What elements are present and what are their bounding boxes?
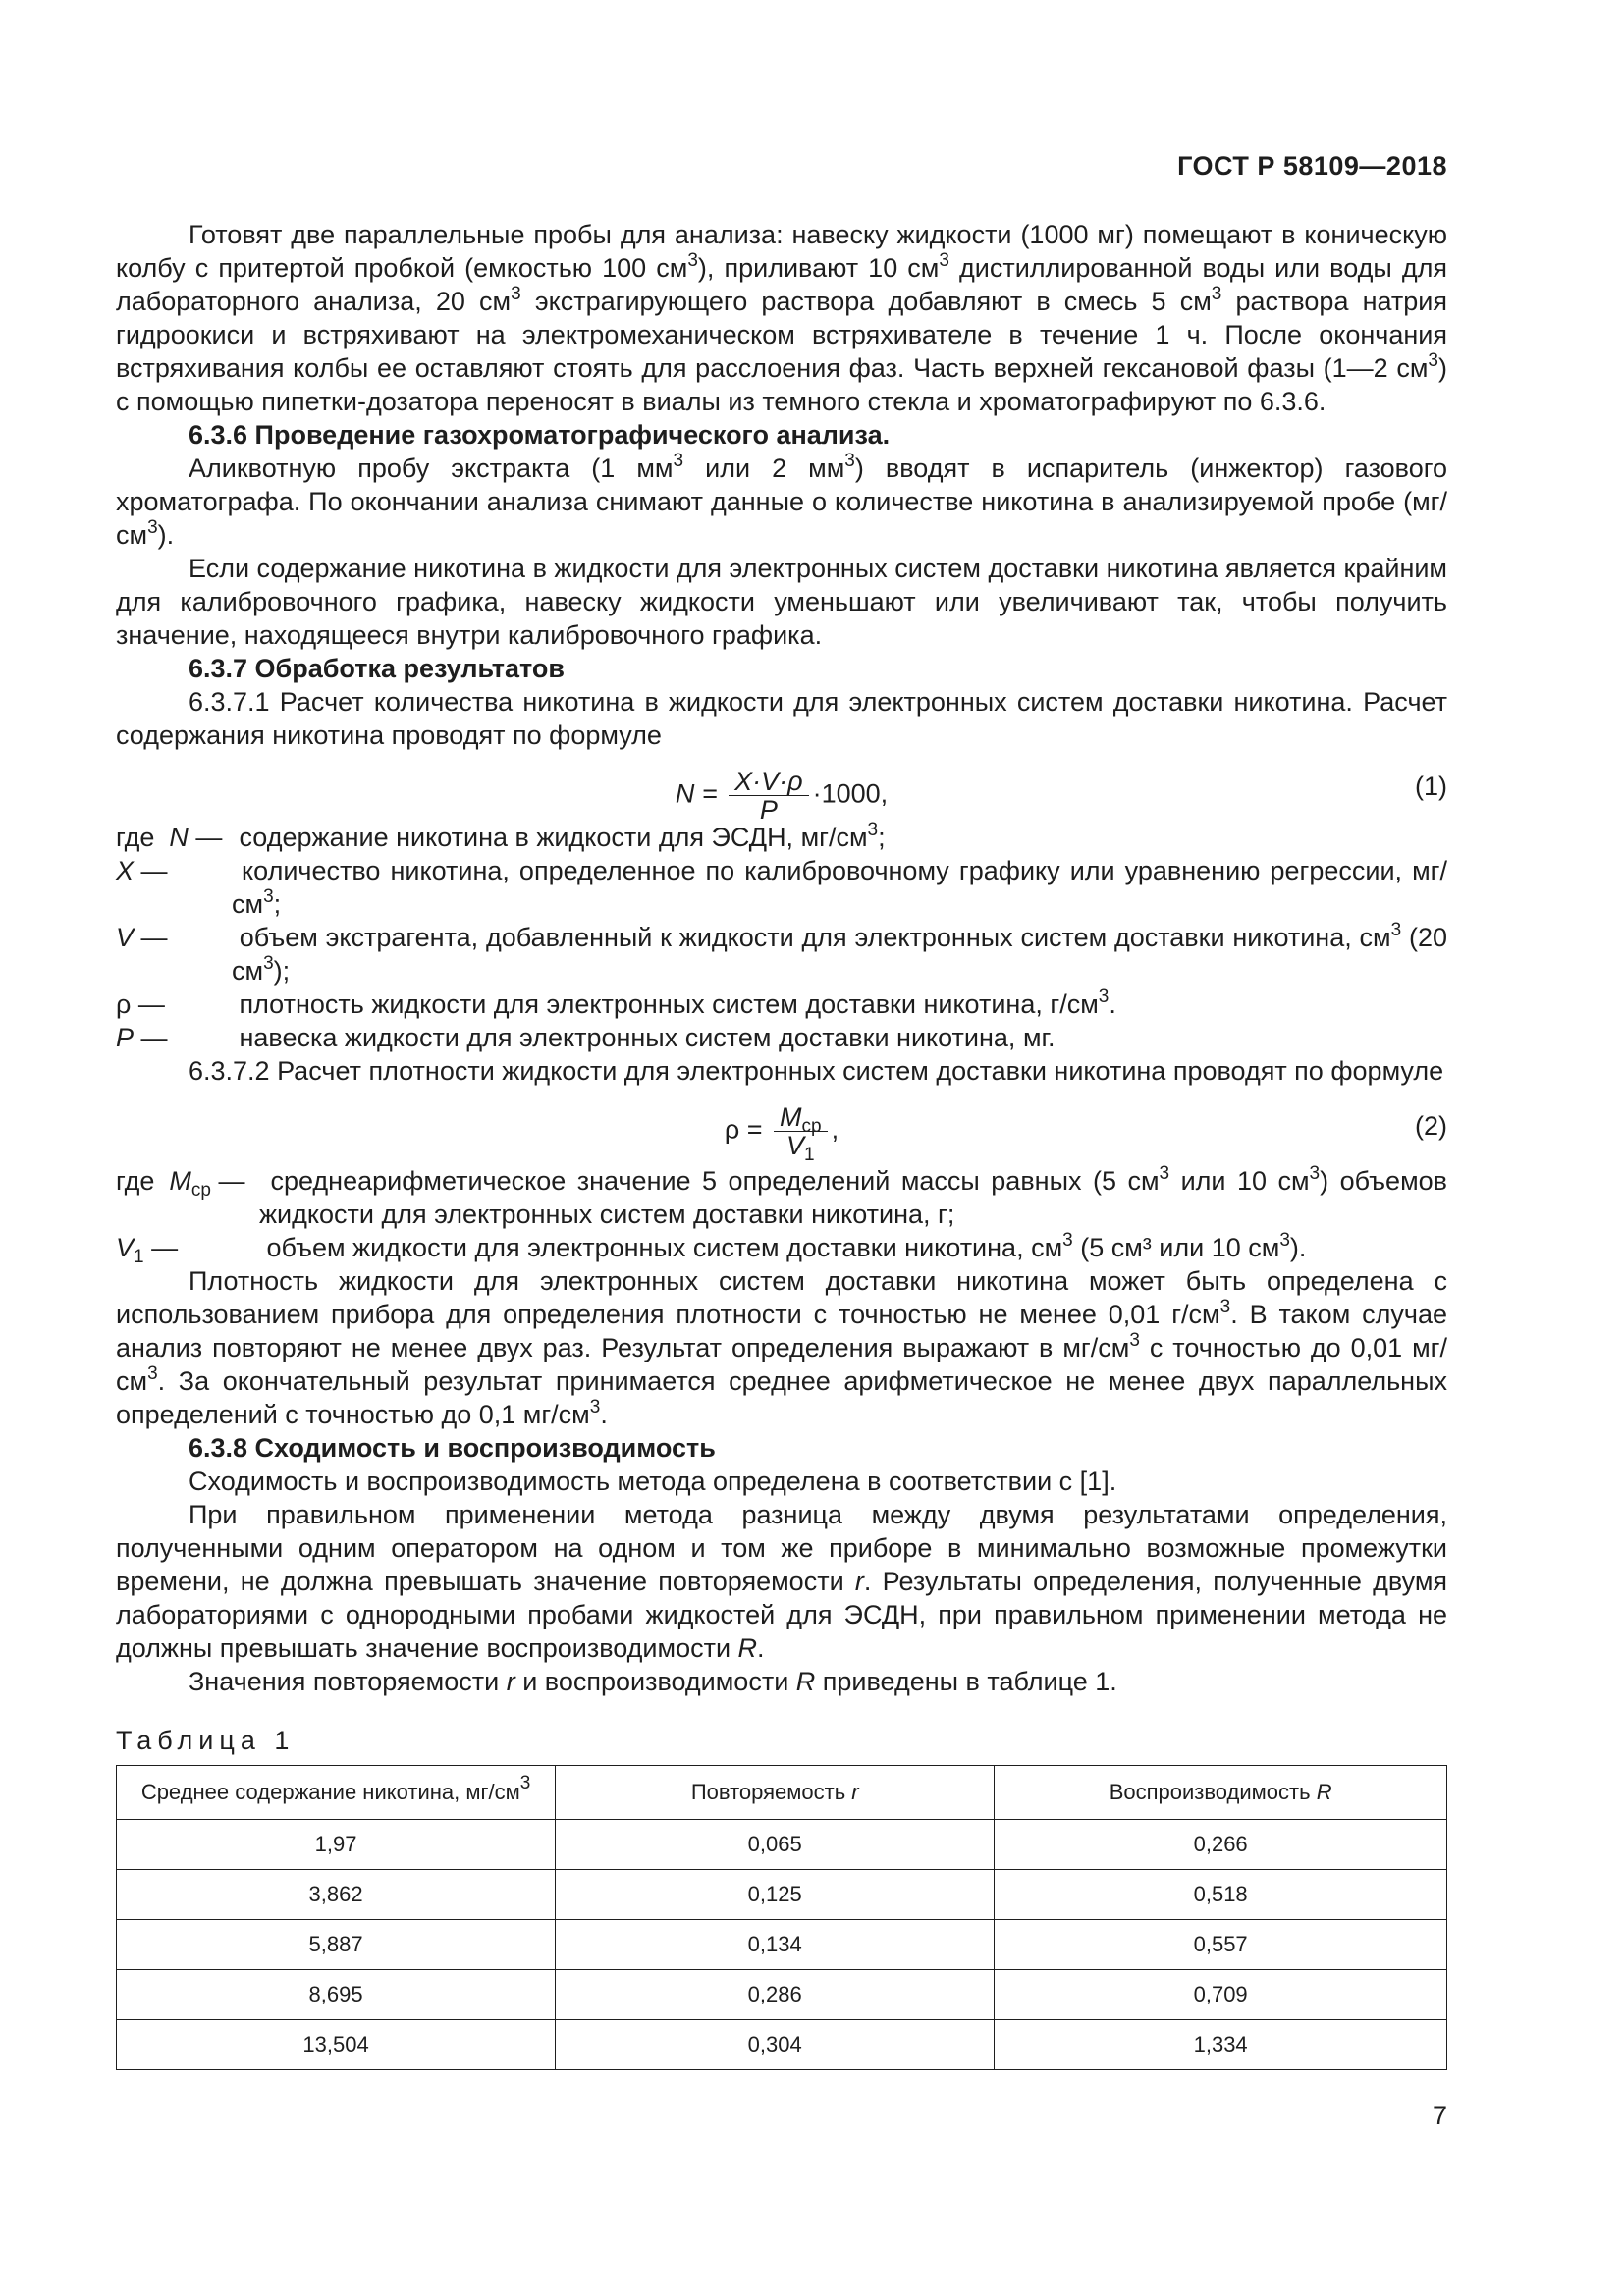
heading-6-3-8: 6.3.8 Сходимость и воспроизводимость [189, 1433, 716, 1463]
paragraph-convergence: Сходимость и воспроизводимость метода определена в соответствии с [1]. [189, 1467, 1117, 1496]
definition-P: P — навеска жидкости для электронных систем доставки никотина, мг. [116, 1023, 1056, 1052]
table-cell: 0,266 [995, 1820, 1447, 1870]
table-cell: 0,125 [556, 1870, 995, 1920]
table-cell: 0,709 [995, 1970, 1447, 2020]
paragraph-calibration: Если содержание никотина в жидкости для электронных систем доставки никотина является крайним для калибровочного графика, навеску жидкости уменьшают или увеличивают так, чтобы получить значение, находящееся внутри калибровочного графика. [116, 554, 1447, 650]
table-cell: 0,286 [556, 1970, 995, 2020]
definition-rho: ρ — плотность жидкости для электронных систем доставки никотина, $г/см^3$. [116, 987, 1116, 1019]
page-number: 7 [1432, 2101, 1447, 2130]
formula-2-number: (2) [1415, 1111, 1447, 1141]
formula-2-fraction [774, 1102, 828, 1165]
table-cell: 13,504 [117, 2020, 556, 2070]
heading-6-3-7: 6.3.7 Обработка результатов [189, 654, 565, 683]
paragraph-table-ref: Значения повторяемости r и воспроизводимости R приведены в таблице 1. [189, 1667, 1117, 1696]
formula-1-number: (1) [1415, 772, 1447, 801]
definition-N: где N — содержание никотина в жидкости для ЭСДН, $мг/см^3$; [116, 820, 886, 852]
paragraph-density: Плотность жидкости для электронных систем доставки никотина может быть определена с использованием прибора для определения плотности с точностью не менее 0,01 $г/см^3$. В таком случае анализ повторяют не менее двух раз. Результат определения выражают в $мг/см^3$ с точностью до 0,01 $мг/см^3$. За окончательный результат принимается среднее арифметическое не менее двух параллельных определений с точностью до 0,1 $мг/см^3$. [116, 1266, 1448, 1429]
formula-2 [116, 1088, 1447, 1164]
formula-2-numerator: $M_{ср}$ [774, 1103, 828, 1132]
column-header-reproducibility: Воспроизводимость R [995, 1766, 1447, 1820]
definition-V: V — объем экстрагента, добавленный к жидкости для электронных систем доставки никотина, $см^3$ (20 $см^3$); [116, 920, 1447, 986]
formula-2-denominator: $V_1$ [786, 1131, 815, 1165]
formula-2-lhs: ρ = [724, 1114, 763, 1145]
formula-1-fraction [729, 768, 808, 824]
table-cell: 0,134 [556, 1920, 995, 1970]
table-row [117, 1870, 1447, 1920]
heading-6-3-6: 6.3.6 Проведение газохроматографического анализа. [189, 420, 891, 450]
formula-2-tail: , [831, 1114, 839, 1145]
definition-V1: $V_1$ — объем жидкости для электронных систем доставки никотина, $см^3$ (5 см³ или 10 $см^3$). [116, 1230, 1307, 1267]
table-cell: 8,695 [117, 1970, 556, 2020]
table-row [117, 1820, 1447, 1870]
document-body [116, 218, 1447, 2070]
results-table [116, 1765, 1447, 2070]
paragraph-aliquot: Аликвотную пробу экстракта (1 $мм^3$ или 2 $мм^3$) вводят в испаритель (инжектор) газового хроматографа. По окончании анализа снимают данные о количестве никотина в анализируемой пробе $(мг/см^3)$. [116, 451, 1447, 550]
table-cell: 1,334 [995, 2020, 1447, 2070]
definition-Mcp: где $M_{ср}$ — среднеарифметическое значение 5 определений массы равных (5 $см^3$ или 10 $см^3$) объемов жидкости для электронных систем доставки никотина, г; [116, 1163, 1447, 1229]
paragraph-6-3-7-2: 6.3.7.2 Расчет плотности жидкости для электронных систем доставки никотина проводят по формуле [189, 1056, 1444, 1086]
table-cell: 1,97 [117, 1820, 556, 1870]
formula-1-lhs: N = [675, 778, 718, 809]
column-header-repeatability: Повторяемость r [556, 1766, 995, 1820]
table-header-row [117, 1766, 1447, 1820]
table-cell: 3,862 [117, 1870, 556, 1920]
definition-X: X — количество никотина, определенное по калибровочному графику или уравнению регрессии, $мг/см^3$; [116, 856, 1447, 919]
table-cell: 0,518 [995, 1870, 1447, 1920]
table-row [117, 2020, 1447, 2070]
table-cell: 5,887 [117, 1920, 556, 1970]
document-header: ГОСТ Р 58109—2018 [1177, 151, 1447, 181]
column-header-content: Среднее содержание никотина, $мг/см^3$ [117, 1766, 556, 1820]
paragraph-repeatability: При правильном применении метода разница между двумя результатами определения, полученными одним оператором на одном и том же приборе в минимально возможные промежутки времени, не должна превышать значение повторяемости r. Результаты определения, полученные двумя лабораториями с однородными пробами жидкостей для ЭСДН, при правильном применении метода не должны превышать значение воспроизводимости R. [116, 1500, 1447, 1663]
formula-1-denominator: P [759, 795, 778, 825]
table-cell: 0,304 [556, 2020, 995, 2070]
table-caption: Таблица 1 [116, 1726, 296, 1755]
paragraph-sample-prep: Готовят две параллельные пробы для анализа: навеску жидкости (1000 мг) помещают в коническую колбу с притертой пробкой (емкостью 100 $см^3$), приливают 10 $см^3$ дистиллированной воды или воды для лабораторного анализа, 20 $см^3$ экстрагирующего раствора добавляют в смесь 5 $см^3$ раствора натрия гидроокиси и встряхивают на электромеханическом встряхивателе в течение 1 ч. После окончания встряхивания колбы ее оставляют стоять для расслоения фаз. Часть верхней гексановой фазы (1—2 $см^3$) с помощью пипетки-дозатора переносят в виалы из темного стекла и хроматографируют по 6.3.6. [116, 220, 1447, 416]
formula-1-tail: ·1000, [812, 778, 889, 809]
table-cell: 0,557 [995, 1920, 1447, 1970]
formula-1-numerator: X·V·ρ [734, 767, 803, 796]
formula-1 [116, 752, 1447, 825]
paragraph-6-3-7-1: 6.3.7.1 Расчет количества никотина в жидкости для электронных систем доставки никотина. Расчет содержания никотина проводят по формуле [116, 687, 1447, 750]
table-row [117, 1920, 1447, 1970]
table-cell: 0,065 [556, 1820, 995, 1870]
table-row [117, 1970, 1447, 2020]
